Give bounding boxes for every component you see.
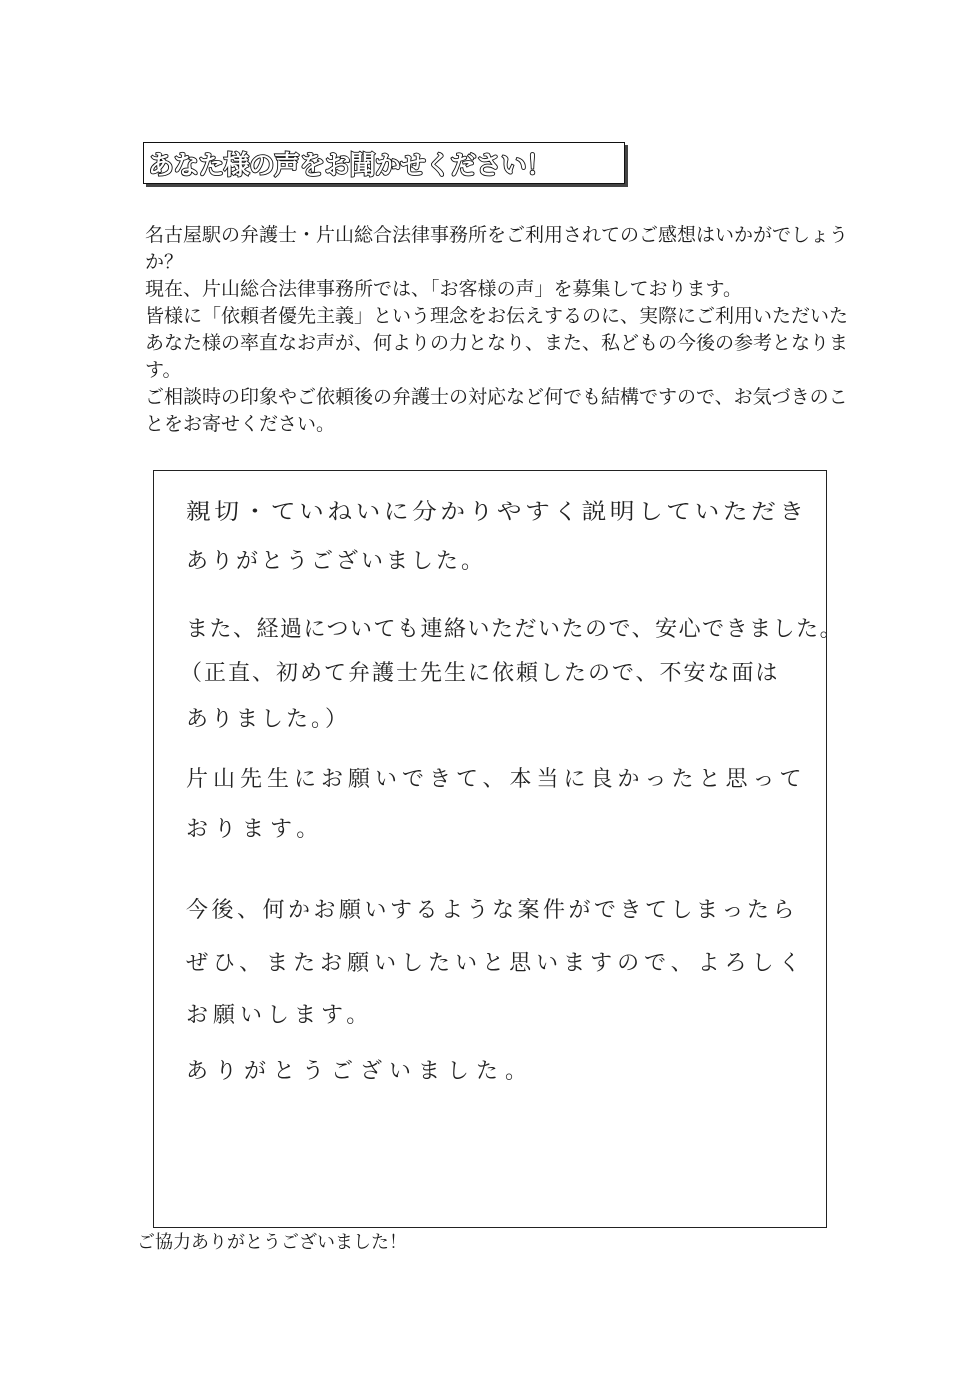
handwritten-line-1: 親切・ていねいに分かりやすく説明していただき	[186, 500, 808, 525]
title-box	[143, 142, 625, 184]
intro-paragraph-3: 皆様に「依頼者優先主義」という理念をお伝えするのに、実際にご利用いただいたあなた様の率直なお声が、何よりの力となり、また、私どもの今後の参考となります。	[145, 305, 849, 381]
handwritten-line-5: ありました。）	[186, 707, 351, 732]
handwritten-line-6: 片山先生にお願いできて、本当に良かったと思って	[186, 767, 807, 792]
handwritten-line-7: おります。	[186, 817, 325, 842]
comment-frame	[153, 470, 827, 1228]
intro-paragraph-1: 名古屋駅の弁護士・片山総合法律事務所をご利用されてのご感想はいかがでしょうか？	[145, 224, 849, 273]
handwritten-line-10: お願いします。	[186, 1003, 374, 1028]
handwritten-line-3: また、経過についても連絡いただいたので、安心できました。	[186, 617, 844, 642]
handwritten-line-8: 今後、何かお願いするような案件ができてしまったら	[186, 898, 799, 923]
handwritten-line-4: （正直、初めて弁護士先生に依頼したので、不安な面は	[180, 661, 780, 686]
intro-text	[145, 222, 857, 438]
page-title: あなた様の声をお聞かせください！	[148, 150, 552, 181]
handwritten-line-2: ありがとうございました。	[186, 549, 487, 574]
intro-paragraph-4: ご相談時の印象やご依頼後の弁護士の対応など何でも結構ですので、お気づきのことをお寄せください。	[145, 386, 848, 435]
footer-thanks: ご協力ありがとうございました！	[137, 1232, 407, 1253]
intro-paragraph-2: 現在、片山総合法律事務所では、「お客様の声」を募集しております。	[145, 278, 742, 300]
handwritten-line-11: ありがとうございました。	[186, 1059, 535, 1084]
handwritten-line-9: ぜひ、またお願いしたいと思いますので、よろしく	[186, 951, 806, 976]
